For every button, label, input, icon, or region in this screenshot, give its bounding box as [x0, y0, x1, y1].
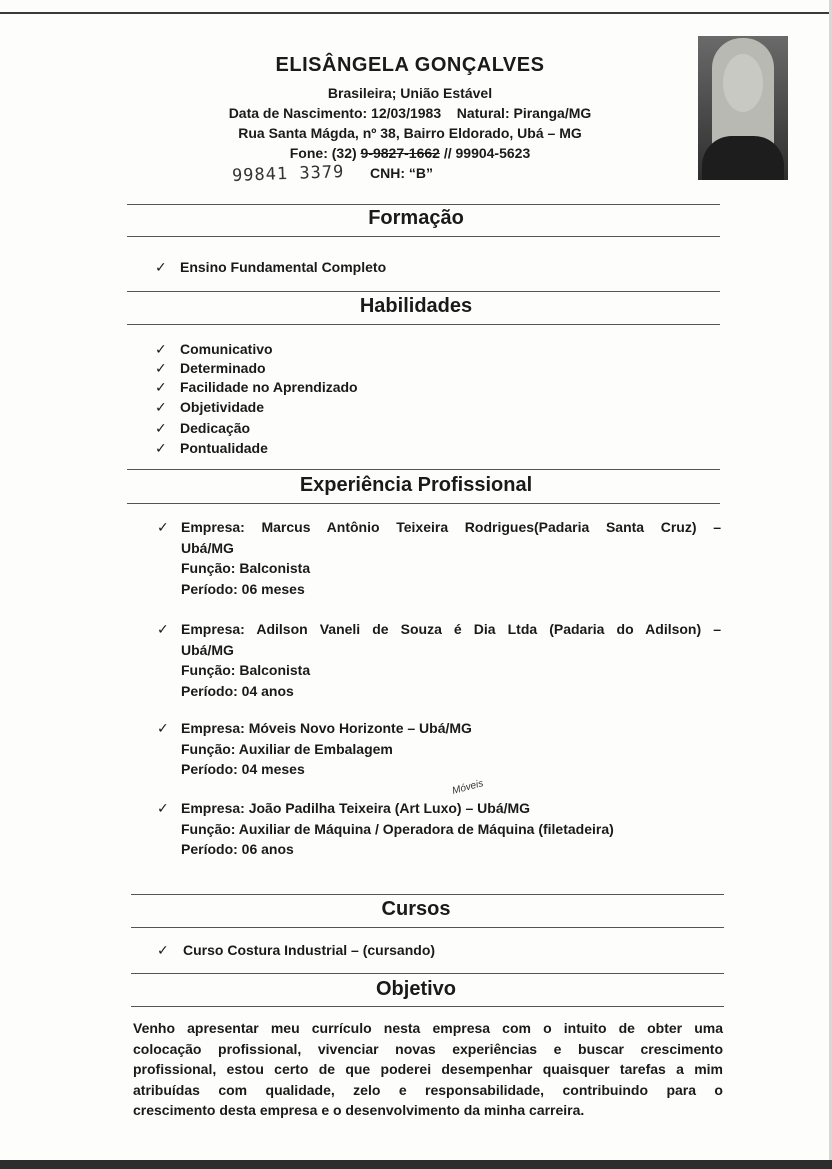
- experience-entry: [181, 718, 472, 780]
- birthplace: Natural: Piranga/MG: [456, 105, 592, 121]
- birth-date: Data de Nascimento: 12/03/1983: [228, 105, 442, 121]
- section-title-formacao: Formação: [368, 207, 464, 229]
- experience-entry: [181, 619, 721, 701]
- check-icon: ✓: [157, 942, 169, 958]
- section-rule: [127, 469, 720, 470]
- section-rule: [127, 204, 720, 205]
- section-title-objetivo: Objetivo: [375, 978, 456, 1000]
- scan-edge-bottom: [0, 1160, 832, 1169]
- check-icon: ✓: [157, 621, 169, 637]
- check-icon: ✓: [155, 259, 167, 275]
- list-item: Objetividade: [180, 399, 265, 415]
- list-item: Pontualidade: [180, 440, 268, 456]
- role: Função: Auxiliar de Embalagem: [181, 740, 393, 757]
- list-item: Comunicativo: [180, 341, 273, 357]
- section-rule: [127, 324, 720, 325]
- company: Empresa: Adilson Vaneli de Souza é Dia Ltda (Padaria do Adilson) –: [181, 621, 721, 637]
- paragraph-line: profissional, estou certo de que poderei desempenhar quaisquer tarefas a mim: [133, 1061, 723, 1077]
- profile-photo: [698, 36, 788, 180]
- objective-paragraph: [133, 1018, 723, 1121]
- check-icon: ✓: [157, 720, 169, 736]
- resume-header: [180, 54, 640, 163]
- nationality-status: Brasileira; União Estável: [327, 85, 493, 101]
- scan-edge-top: [0, 12, 832, 14]
- section-rule: [127, 291, 720, 292]
- handwritten-note: Móveis: [451, 778, 485, 797]
- section-rule: [127, 503, 720, 504]
- section-rule: [131, 1006, 724, 1007]
- section-title-cursos: Cursos: [381, 898, 451, 920]
- role: Função: Balconista: [181, 560, 311, 576]
- driver-license: CNH: “B”: [370, 165, 433, 181]
- check-icon: ✓: [157, 519, 169, 535]
- birth-line: [180, 103, 640, 123]
- section-rule: [131, 927, 724, 928]
- list-item: Facilidade no Aprendizado: [180, 379, 358, 395]
- check-icon: ✓: [155, 341, 167, 357]
- experience-entry: [181, 517, 721, 599]
- check-icon: ✓: [155, 360, 167, 376]
- check-icon: ✓: [157, 800, 169, 816]
- candidate-name: ELISÂNGELA GONÇALVES: [275, 54, 545, 76]
- list-item: Dedicação: [180, 420, 251, 436]
- location: Ubá/MG: [181, 539, 234, 556]
- paragraph-line: Venho apresentar meu currículo nesta empresa com o intuito de obter uma: [133, 1020, 723, 1036]
- role: Função: Auxiliar de Máquina / Operadora de Máquina (filetadeira): [181, 820, 614, 837]
- phone-struck: 9-9827-1662: [360, 145, 440, 161]
- section-title-experiencia: Experiência Profissional: [299, 474, 533, 496]
- paragraph-line: crescimento desta empresa e o desenvolvimento da minha carreira.: [133, 1102, 585, 1118]
- list-item: Curso Costura Industrial – (cursando): [183, 942, 436, 958]
- period: Período: 06 meses: [181, 580, 305, 597]
- role: Função: Balconista: [181, 662, 311, 678]
- phone-prefix: Fone: (32): [289, 145, 357, 161]
- check-icon: ✓: [155, 420, 167, 436]
- paragraph-line: atribuídas com qualidade, zelo e responsabilidade, contribuindo para o: [133, 1081, 723, 1098]
- section-title-habilidades: Habilidades: [359, 295, 473, 317]
- experience-entry: [181, 798, 614, 860]
- phone-line: [180, 143, 640, 163]
- period: Período: 04 meses: [181, 761, 305, 777]
- company: Empresa: Móveis Novo Horizonte – Ubá/MG: [181, 720, 472, 736]
- period: Período: 04 anos: [181, 682, 294, 699]
- phone-alt: // 99904-5623: [443, 145, 531, 161]
- section-rule: [131, 973, 724, 974]
- paragraph-line: colocação profissional, vivenciar novas experiências e buscar crescimento: [133, 1040, 723, 1057]
- list-item: Determinado: [180, 360, 266, 376]
- handwritten-phone: 99841 3379: [231, 162, 345, 186]
- check-icon: ✓: [155, 399, 167, 415]
- location: Ubá/MG: [181, 641, 234, 658]
- period: Período: 06 anos: [181, 841, 294, 857]
- check-icon: ✓: [155, 440, 167, 456]
- address: Rua Santa Mágda, nº 38, Bairro Eldorado, Ubá – MG: [238, 125, 582, 141]
- list-item: Ensino Fundamental Completo: [180, 259, 387, 275]
- company: Empresa: João Padilha Teixeira (Art Luxo) – Ubá/MG: [181, 800, 531, 816]
- company: Empresa: Marcus Antônio Teixeira Rodrigues(Padaria Santa Cruz) –: [181, 519, 721, 535]
- check-icon: ✓: [155, 379, 167, 395]
- section-rule: [127, 236, 720, 237]
- section-rule: [131, 894, 724, 895]
